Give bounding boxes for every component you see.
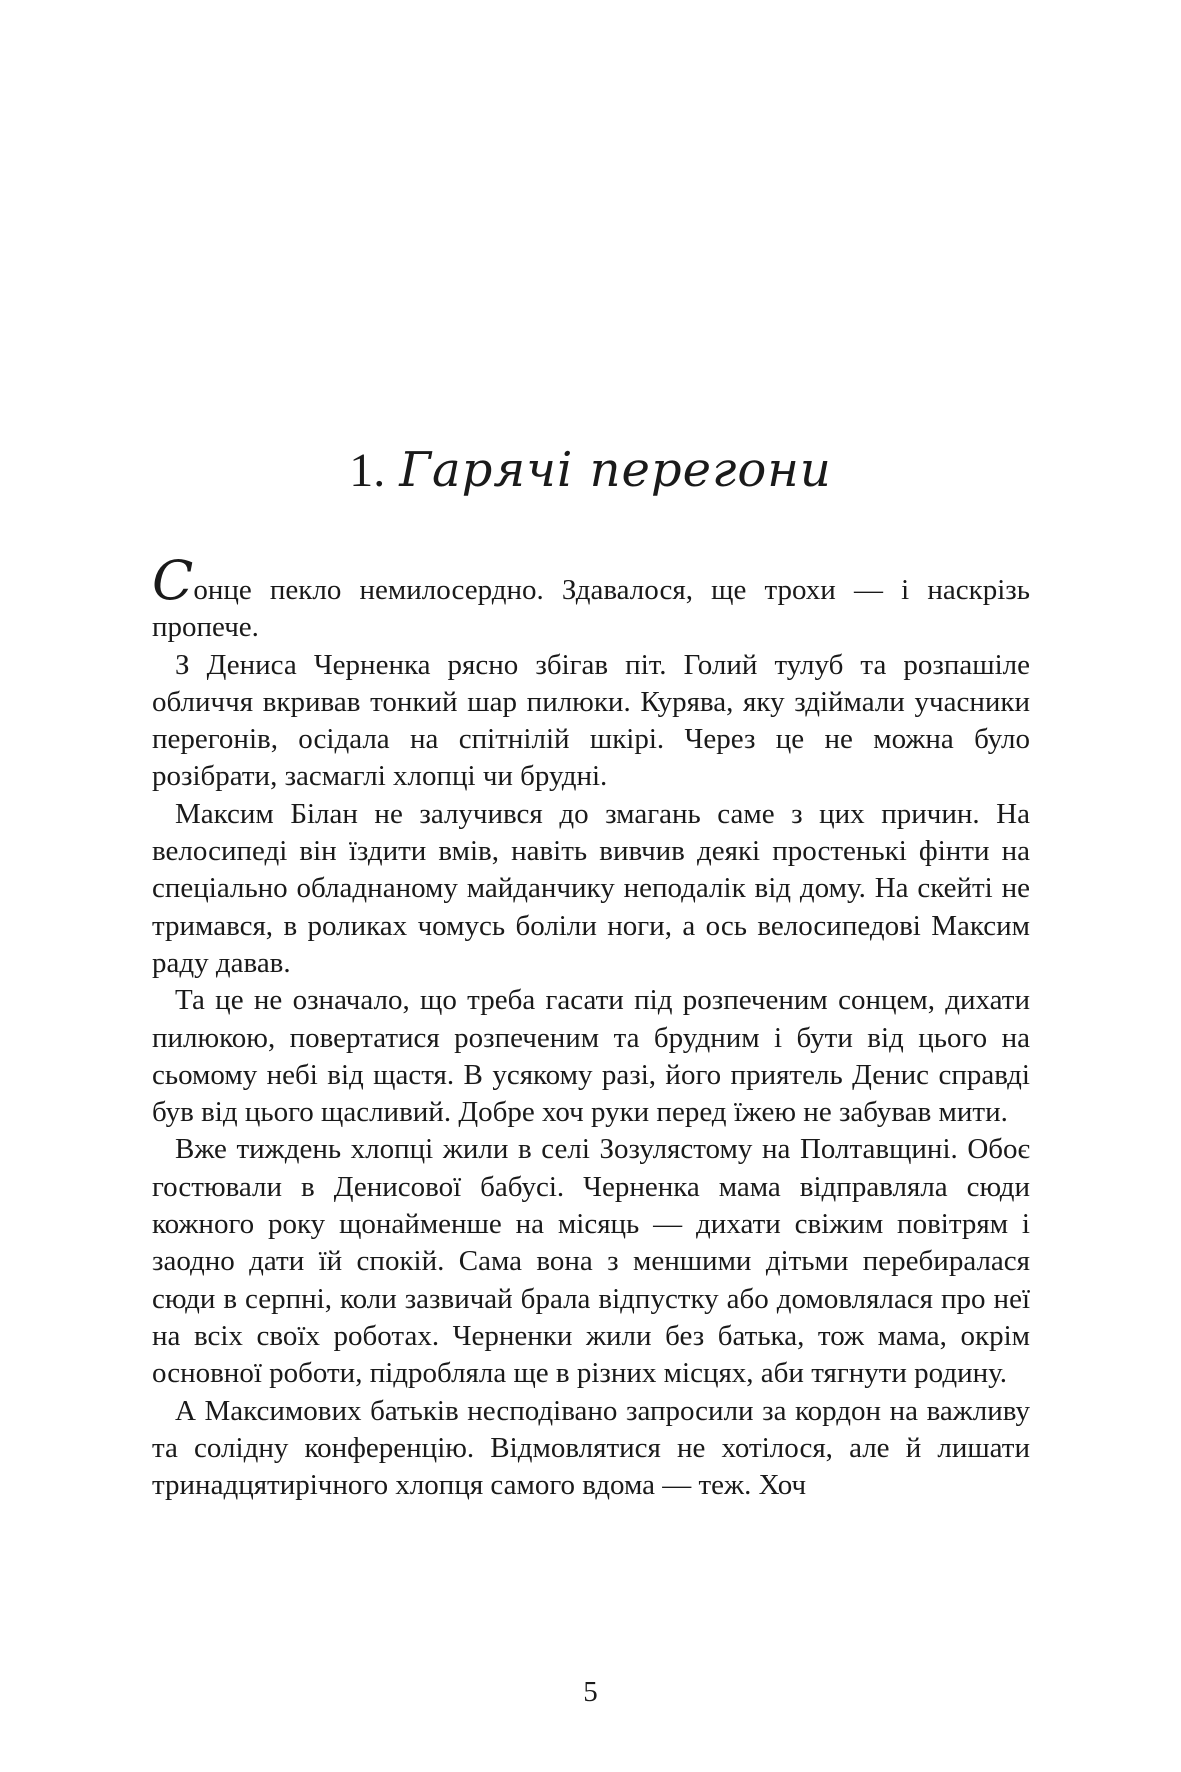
chapter-body [152,549,1030,1504]
chapter-number: 1. [349,444,386,497]
paragraph-2: З Дениса Черненка рясно збігав піт. Голий тулуб та розпашіле обличчя вкривав тонкий шар пилюки. Курява, яку здіймали учасники перегонів, осідала на спітнілій шкірі. Через це не можна було розібрати, засмаглі хлопці чи брудні. [152,648,1030,793]
drop-cap: С [152,549,194,612]
paragraph-4: Та це не означало, що треба гасати під розпеченим сонцем, дихати пилюкою, повертатися розпеченим та брудним і бути від цього на сьомому небі від щастя. В усякому разі, його приятель Денис справді був від цього щасливий. Добре хоч руки перед їжею не забував мити. [152,984,1030,1129]
page-number: 5 [583,1676,598,1708]
chapter-name: Гарячі перегони [399,442,832,498]
paragraph-1 [152,549,1030,647]
paragraph-5: Вже тиждень хлопці жили в селі Зозулястому на Полтавщині. Обоє гостювали в Денисової бабусі. Черненка мама відправляла сюди кожного року щонайменше на місяць — дихати свіжим повітрям і заодно дати їй спокій. Сама вона з меншими дітьми перебиралася сюди в серпні, коли зазвичай брала відпустку або домовлялася про неї на всіх своїх роботах. Черненки жили без батька, тож мама, окрім основної роботи, підробляла ще в різних місцях, аби тягнути родину. [152,1133,1030,1390]
paragraph-3: Максим Білан не залучився до змагань саме з цих причин. На велосипеді він їздити вмів, навіть вивчив деякі простенькі фінти на спеціально обладнаному майданчику неподалік від дому. На скейті не тримався, в роликах чомусь боліли ноги, а ось велосипедові Максим раду давав. [152,797,1030,979]
paragraph-1-text: онце пекло немилосердно. Здавалося, ще трохи — і наскрізь пропече. [152,574,1030,644]
chapter-title [0,440,1181,501]
paragraph-6: А Максимових батьків несподівано запросили за кордон на важливу та солідну конференцію. Відмовлятися не хотілося, але й лишати тринадцятирічного хлопця самого вдома — теж. Хоч [152,1394,1030,1502]
